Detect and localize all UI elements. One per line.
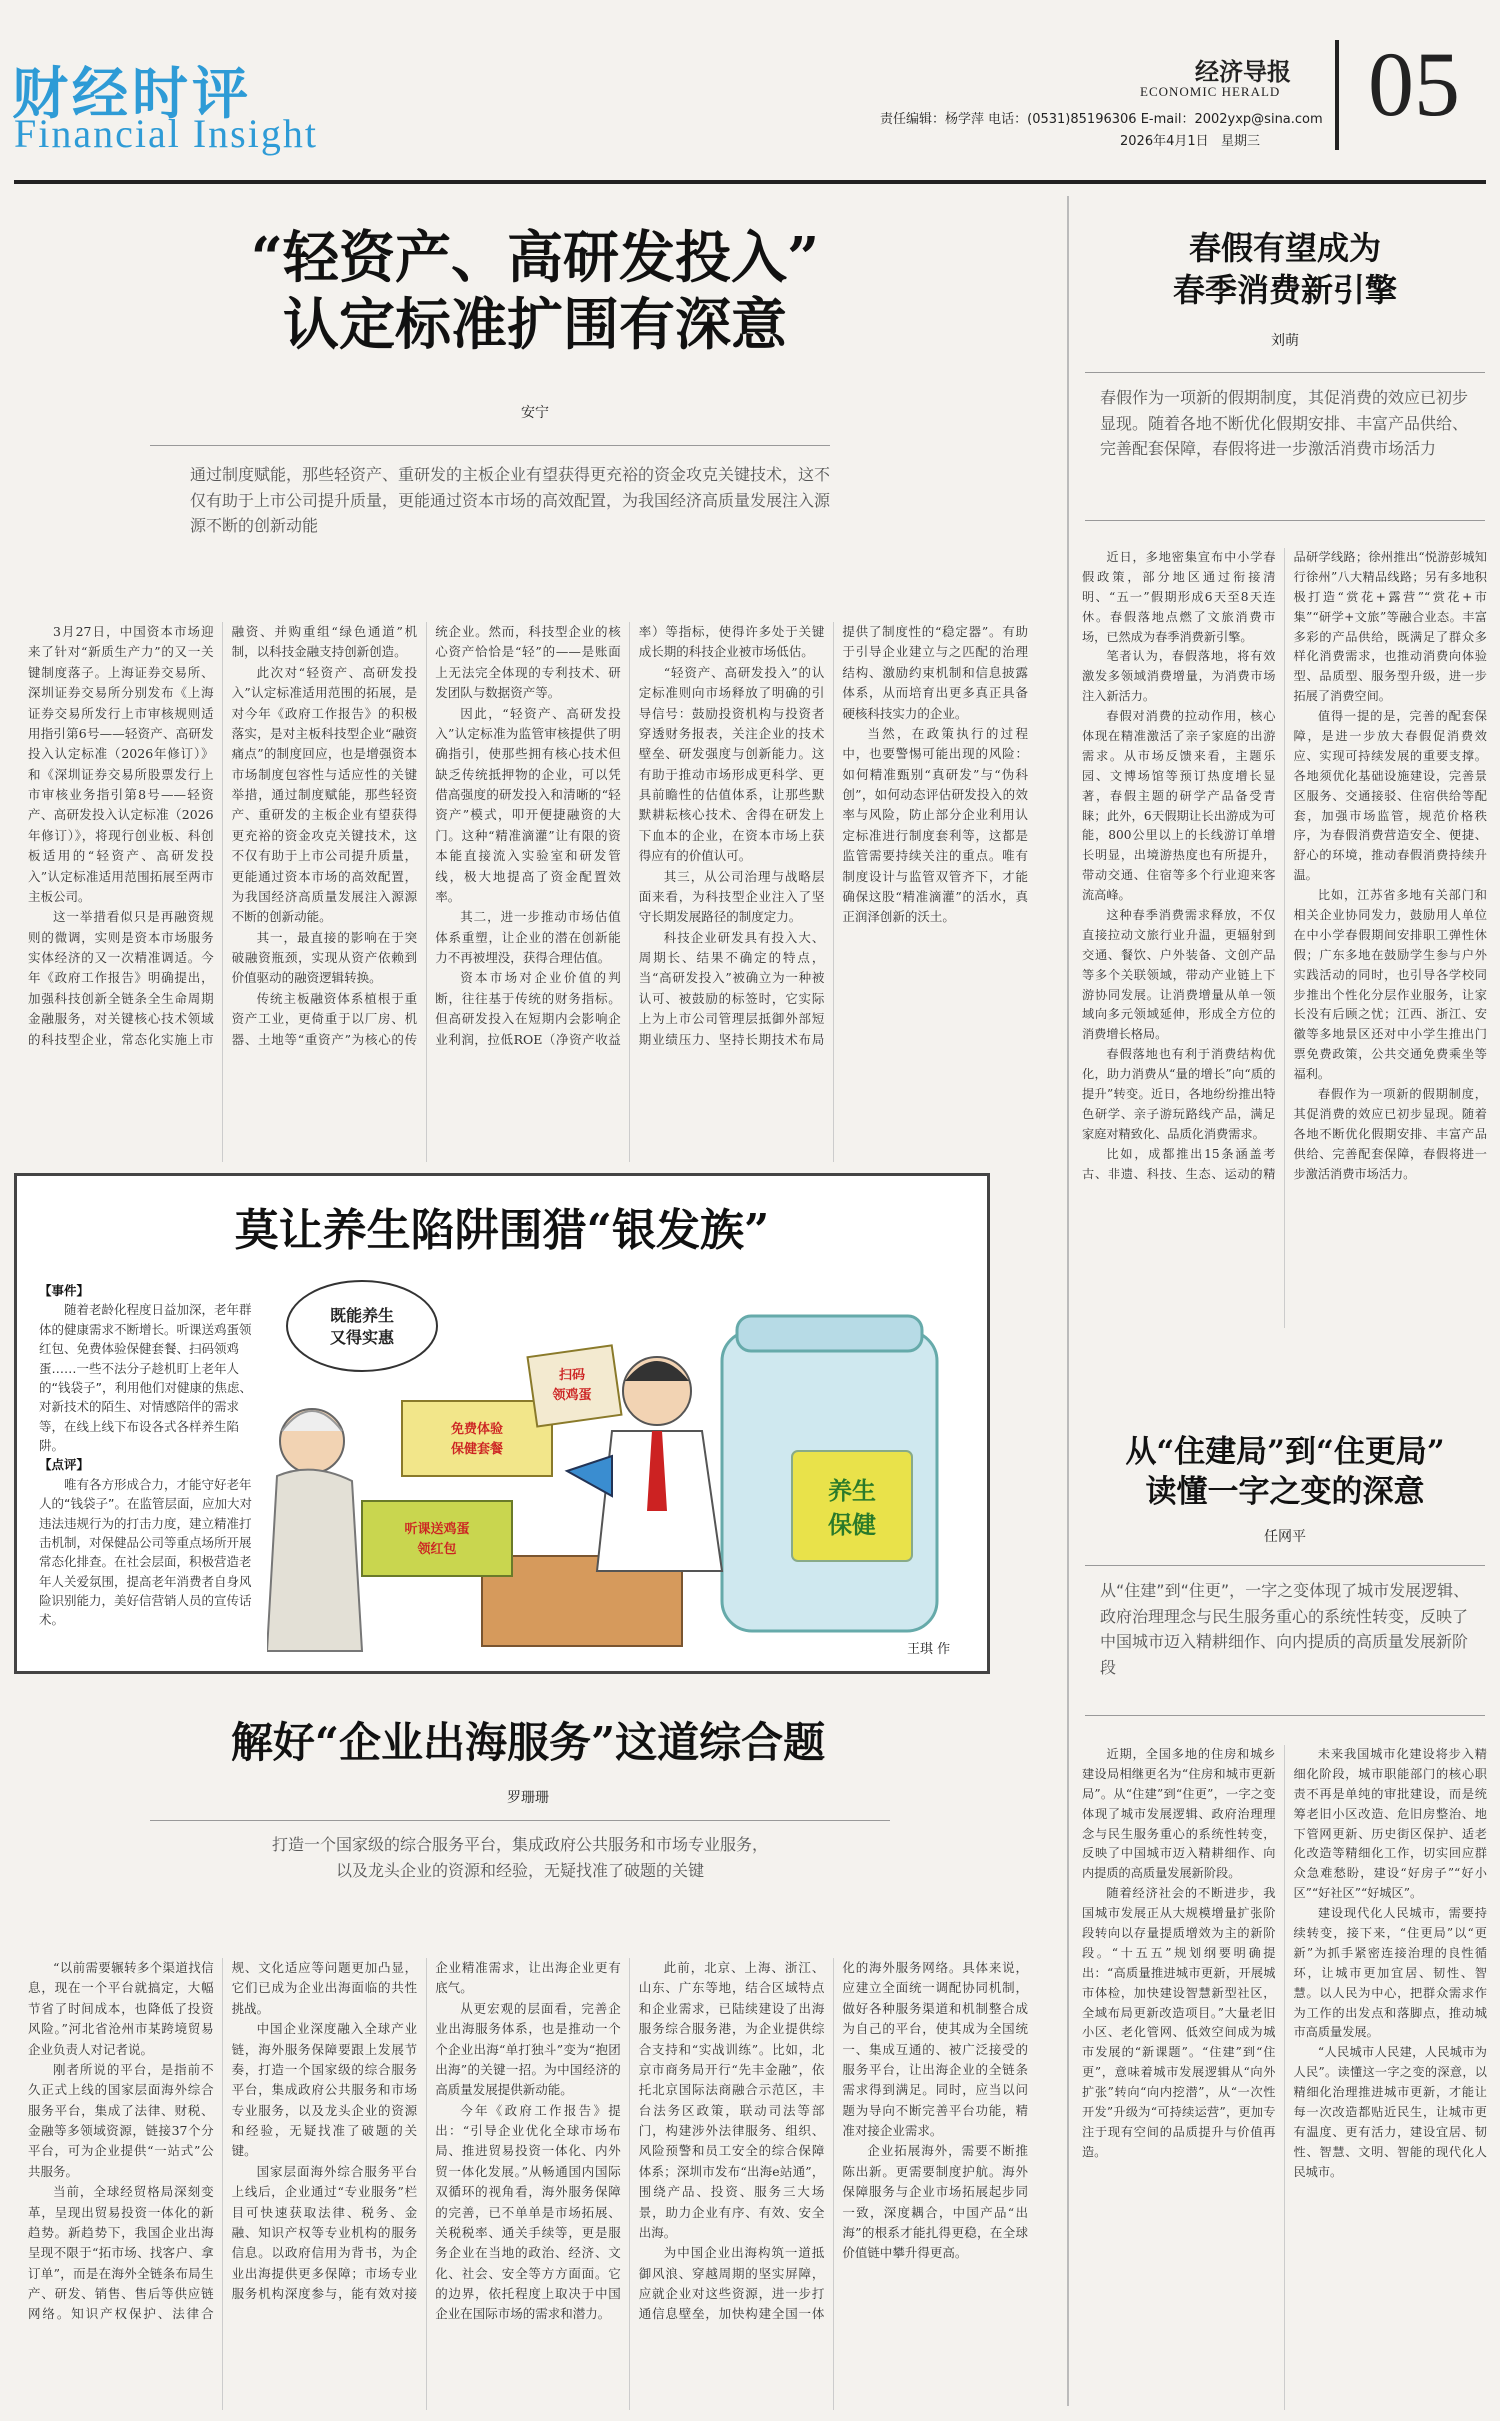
box-class-sign <box>362 1501 512 1576</box>
article1-lede-rule <box>150 445 830 446</box>
weekday: 星期三 <box>1221 134 1261 149</box>
section-subtitle: Financial Insight <box>14 111 318 156</box>
article1-headline-line1: “轻资产、高研发投入” <box>250 225 820 291</box>
article2-lede-rule-bottom <box>1085 520 1485 521</box>
article1-author: 安宁 <box>521 405 549 421</box>
salesman-hair <box>625 1361 689 1381</box>
article1-headline <box>40 225 1030 359</box>
article1-paragraph: 其二，进一步推动市场估值体系重塑，让企业的潜在创新能力不再被埋没，获得合理估值。 <box>435 909 621 965</box>
article2-paragraph: 比如，成都推出15条涵盖考古、非遗、科技、生态、运动的精品研学线路；徐州推出“悦游彭城知行徐州”八大精品线路；另有多地积极打造“赏花+露营”“赏花+市集”“研学+文旅”等融合业态。丰富多彩的产品供给，既满足了群众多样化消费需求，也推动消费向体验型、品质型、服务型升级，进一步拓展了消费空间。 <box>1082 550 1487 1181</box>
date: 2026年4月1日 <box>1120 134 1209 149</box>
cartoon-credit: 王琪 作 <box>907 1642 951 1657</box>
jar-lid <box>737 1316 922 1351</box>
column-divider <box>1067 196 1069 2406</box>
article1-paragraph: 此次对“轻资产、高研发投入”认定标准适用范围的拓展，是对今年《政府工作报告》的积极落实，是对主板科技型企业“融资痛点”的制度回应，也是增强资本市场制度包容性与适应性的关键举措，通过制度赋能，那些轻资产、重研发的主板企业有望获得更充裕的资金攻克关键技术，这不仅有助于上市公司提升质量，更能通过资本市场的高效配置，为我国经济高质量发展注入源源不断的创新动能。 <box>231 664 418 925</box>
article4-paragraph: 从更宏观的层面看，完善企业出海服务体系，也是推动一个个企业出海“单打独斗”变为“抱团出海”的关键一招。为中国经济的高质量发展提供新动能。 <box>435 2000 621 2098</box>
elderly-man-hair <box>282 1411 342 1431</box>
article4-body <box>28 1958 1028 2410</box>
event-label: 【事件】 <box>39 1283 90 1298</box>
article1-paragraph: 其一，最直接的影响在于突破融资瓶颈，实现从资产依赖到价值驱动的融资逻辑转换。 <box>231 929 418 986</box>
article2-lede: 春假作为一项新的假期制度，其促消费的效应已初步显现。随着各地不断优化假期安排、丰富产品供给、完善配套保障，春假将进一步激活消费市场活力 <box>1100 388 1469 459</box>
article1-paragraph: “轻资产、高研发投入”的认定标准则向市场释放了明确的引导信号：鼓励投资机构与投资者穿透财务报表，关注企业的技术壁垒、研发强度与创新能力。这有助于推动市场形成更科学、更具前瞻性的估值体系，让那些默默耕耘核心技术、舍得在研发上下血本的企业，在资本市场上获得应有的价值认可。 <box>638 664 825 864</box>
cartoon-title: 莫让养生陷阱围猎“银发族” <box>234 1205 770 1256</box>
article1-paragraph: 这一举措看似只是再融资规则的微调，实则是资本市场服务实体经济的又一次精准调适。今年《政府工作报告》明确提出，加强科技创新全链条全生命周期金融服务，对关键核心技术领域的科技型企业，常态化实施上市融资、并购重组“绿色通道”机制，以科技金融支持创新创造。 <box>28 624 418 1047</box>
sign-scan-text2: 领鸡蛋 <box>552 1388 592 1403</box>
comment-text: 唯有各方形成合力，才能守好老年人的“钱袋子”。在监管层面，应加大对违法违规行为的打击力度，建立精准打击机制，对保健品公司等重点场所开展常态化排查。在社会层面，积极营造老年人关爱氛围，提高老年消费者自身风险识别能力，美好信营销人员的宣传话术。 <box>39 1476 252 1628</box>
article3-headline-line1: 从“住建局”到“住更局” <box>1125 1434 1445 1470</box>
article1-paragraph: 3月27日，中国资本市场迎来了针对“新质生产力”的又一关键制度落子。上海证券交易所、深圳证券交易所分别发布《上海证券交易所发行上市审核规则适用指引第6号——轻资产、高研发投入认定标准（2026年修订）》和《深圳证券交易所股票发行上市审核业务指引第8号——轻资产、高研发投入认定标准（2026年修订）》，将现行创业板、科创板适用的“轻资产、高研发投入”认定标准适用范围拓展至两市主板公司。 <box>28 624 214 904</box>
article3-headline-line2: 读懂一字之变的深意 <box>1145 1474 1425 1511</box>
sign-free-text: 免费体验 <box>450 1422 504 1437</box>
article2-headline-line1: 春假有望成为 <box>1188 229 1381 267</box>
article1-paragraph: 资本市场对企业价值的判断，往往基于传统的财务指标。但高研发投入在短期内会影响企业利润，拉低ROE（净资产收益率）等指标，使得许多处于关键成长期的科技企业被市场低估。 <box>435 624 825 1047</box>
page-number-divider <box>1335 40 1339 150</box>
elderly-man-body <box>267 1470 362 1651</box>
box-free-sign <box>402 1401 552 1476</box>
article2-body <box>1082 548 1487 1328</box>
article4-lede-rule <box>150 1820 890 1821</box>
article4-paragraph: 企业拓展海外，需要不断推陈出新。更需要制度护航。海外保障服务与企业市场拓展起步同一致，深度耦合，中国产品“出海”的根系才能扎得更稳，在全球价值链中攀升得更高。 <box>842 2143 1028 2261</box>
article3-author: 任网平 <box>1264 1529 1306 1545</box>
event-text: 随着老龄化程度日益加深，老年群体的健康需求不断增长。听课送鸡蛋领红包、免费体验保健套餐、扫码领鸡蛋……一些不法分子趁机盯上老年人的“钱袋子”，利用他们对健康的焦虑、对新技术的陌生、对情感陪伴的需求等，在线上线下布设各式各样养生陷阱。 <box>39 1302 252 1453</box>
article2-paragraph: 笔者认为，春假落地，将有效激发多领域消费增量，为消费市场注入新活力。 <box>1082 649 1276 704</box>
email: E-mail：2002yxp@sina.com <box>1140 112 1323 127</box>
article1-paragraph: 当然，在政策执行的过程中，也要警惕可能出现的风险：如何精准甄别“真研发”与“伪科创”，如何动态评估研发投入的效率与风险，防止部分企业利用认定标准进行制度套利等，这都是监管需要持续关注的重点。唯有制度设计与监管双管齐下，才能确保这股“精准滴灌”的活水，真正润泽创新的沃土。 <box>842 725 1028 925</box>
paper-name: 经济导报 <box>1195 58 1291 86</box>
article1-paragraph: 科技企业研发具有投入大、周期长、结果不确定的特点，当“高研发投入”被确立为一种被认可、被鼓励的标签时，它实际上为上市公司管理层抵御外部短期业绩压力、坚持长期技术布局提供了制度性的“稳定器”。有助于引导企业建立与之匹配的治理结构、激励约束机制和信息披露体系，从而培育出更多真正具备硬核科技实力的企业。 <box>638 624 1028 1047</box>
article4-paragraph: 国家层面海外综合服务平台上线后，企业通过“专业服务”栏目可快速获取法律、税务、金融、知识产权等专业机构的服务信息。以政府信用为背书，为企业出海提供更多保障；市场专业服务机构深度参与，能有效对接企业精准需求，让出海企业更有底气。 <box>231 1960 621 2301</box>
article4-headline: 解好“企业出海服务”这道综合题 <box>230 1718 826 1767</box>
article4-paragraph: 当前，全球经贸格局深刻变革，呈现出贸易投资一体化的新趋势。新趋势下，我国企业出海呈现不限于“拓市场、找客户、拿订单”，而是在海外全链条布局生产、研发、销售、售后等供应链网络。知识产权保护、法律合规、文化适应等问题更加凸显，它们已成为企业出海面临的共性挑战。 <box>28 1960 418 2322</box>
article2-paragraph: 比如，江苏省多地有关部门和相关企业协同发力，鼓励用人单位在中小学春假期间安排职工弹性休假；广东多地在鼓励学生参与户外实践活动的同时，也引导各学校同步推出个性化分层作业服务，让家长没有后顾之忧；江西、浙江、安徽等多地景区还对中小学生推出门票免费政策，公共交通免费乘坐等福利。 <box>1293 888 1487 1082</box>
article4-paragraph: 中国企业深度融入全球产业链，海外服务保障要跟上发展节奏，打造一个国家级的综合服务平台，集成政府公共服务和市场专业服务，以及龙头企业的资源和经验，无疑找准了破题的关键。 <box>231 2021 418 2159</box>
article1-paragraph: 传统主板融资体系植根于重资产工业，更倚重于以厂房、机器、土地等“重资产”为核心的传统企业。然而，科技型企业的核心资产恰恰是“轻”的——是账面上无法完全体现的专利技术、研发团队与数据资产等。 <box>231 624 621 1047</box>
article2-lede-rule-top <box>1085 372 1485 373</box>
section-title: 财经时评 <box>12 62 252 127</box>
sign-class-text2: 领红包 <box>417 1542 457 1557</box>
article1-lede: 通过制度赋能，那些轻资产、重研发的主板企业有望获得更充裕的资金攻克关键技术，这不仅有助于上市公司提升质量，更能通过资本市场的高效配置，为我国经济高质量发展注入源源不断的创新动能 <box>190 465 831 536</box>
masthead-rule <box>14 180 1486 184</box>
bubble-text-1: 既能养生 <box>329 1306 395 1325</box>
jar-label-text-1: 养生 <box>828 1477 876 1505</box>
article1-headline-line2: 认定标准扩围有深意 <box>283 292 787 359</box>
phone: 电话：(0531)85196306 <box>988 112 1137 127</box>
article1-paragraph: 因此，“轻资产、高研发投入”认定标准为监管审核提供了明确指引，使那些拥有核心技术但缺乏传统抵押物的企业，可以凭借高强度的研发投入和清晰的“轻资产”模式，叩开便捷融资的大门。这种“精准滴灌”让有限的资本能直接流入实验室和研发管线，极大地提高了资金配置效率。 <box>435 705 621 904</box>
article4-paragraph: “以前需要辗转多个渠道找信息，现在一个平台就搞定，大幅节省了时间成本，也降低了投资风险。”河北省沧州市某跨境贸易企业负责人对记者说。 <box>28 1960 214 2057</box>
page-number: 05 <box>1368 33 1460 135</box>
article4-paragraph: 为中国企业出海构筑一道抵御风浪、穿越周期的坚实屏障，应就企业对这些资源，进一步打通信息壁垒，加快构建全国一体化的海外服务网络。具体来说，应建立全面统一调配协同机制，做好各种服务渠道和机制整合成为自己的平台，使其成为全国统一、集成互通的、被广泛接受的服务平台，让出海企业的全链条需求得到满足。同时，应当以问题为导向不断完善平台功能，精准对接企业需求。 <box>638 1960 1028 2322</box>
article1-body <box>28 622 1028 1162</box>
article4-paragraph: 今年《政府工作报告》提出：“引导企业优化全球市场布局、推进贸易投资一体化、内外贸一体化发展。”从畅通国内国际双循环的视角看，海外服务保障的完善，已不单单是市场拓展、关税税率、通关手续等，更是服务企业在当地的政治、经济、文化、社会、安全等方方面面。它的边界，依托程度上取决于中国企业在国际市场的需求和潜力。 <box>435 2102 621 2322</box>
article2-paragraph: 春假对消费的拉动作用，核心体现在精准激活了亲子家庭的出游需求。从市场反馈来看，主题乐园、文博场馆等预订热度增长显著，春假主题的研学产品备受青睐；此外，6天假期让长出游成为可能，800公里以上的长线游订单增长明显，出境游热度也有所提升，带动交通、住宿等多个行业迎来客流高峰。 <box>1082 709 1276 903</box>
article4-lede <box>150 1832 890 1883</box>
article4-author: 罗珊珊 <box>507 1790 549 1806</box>
bubble-text-2: 又得实惠 <box>329 1328 395 1347</box>
article3-lede-rule-top <box>1085 1565 1485 1566</box>
editor-info <box>880 108 1323 127</box>
article4-lede-line2: 以及龙头企业的资源和经验，无疑找准了破题的关键 <box>335 1860 704 1880</box>
article2-headline-line2: 春季消费新引擎 <box>1172 270 1397 309</box>
article3-paragraph: 未来我国城市化建设将步入精细化阶段，城市职能部门的核心职责不再是单纯的审批建设，而是统筹老旧小区改造、危旧房整治、地下管网更新、历史街区保护、适老化改造等精细化工作，切实回应群众急难愁盼，建设“好房子”“好小区”“好社区”“好城区”。 <box>1293 1747 1487 1901</box>
comment-label: 【点评】 <box>39 1457 90 1473</box>
box-scan-sign <box>528 1345 622 1426</box>
article4-paragraph: 此前，北京、上海、浙江、山东、广东等地，结合区域特点和企业需求，已陆续建设了出海服务综合服务港，为企业提供综合支持和“实战训练”。比如，北京市商务局开行“先丰金融”，依托北京国际法商融合示范区，丰台法务区政策，联动司法等部门，构建涉外法律服务、组织、风险预警和员工安全的综合保障体系；深圳市发布“出海e站通”，围绕产品、投资、服务三大场景，助力企业有序、有效、安全出海。 <box>638 1960 825 2240</box>
article3-headline <box>1085 1432 1485 1513</box>
article2-paragraph: 值得一提的是，完善的配套保障，是进一步放大春假促消费效应、实现可持续发展的重要支撑。各地须优化基础设施建设，完善景区服务、交通接驳、住宿供给等配套，加强市场监管，规范价格秩序，为春假消费营造安全、便捷、舒心的环境，推动春假消费持续升温。 <box>1293 709 1487 883</box>
article3-paragraph: 近期，全国多地的住房和城乡建设局相继更名为“住房和城市更新局”。从“住建”到“住更”，一字之变体现了城市发展逻辑、政府治理理念与民生服务重心的系统性转变，反映了中国城市迈入精耕细作、向内提质的高质量发展新阶段。 <box>1082 1747 1276 1881</box>
article3-paragraph: 随着经济社会的不断进步，我国城市发展正从大规模增量扩张阶段转向以存量提质增效为主的新阶段。“十五五”规划纲要明确提出：“高质量推进城市更新，开展城市体检，加快建设智慧新型社区，全域布局更新改造项目。”大量老旧小区、老化管网、低效空间成为城市发展的“新课题”。“住建”到“住更”，意味着城市发展逻辑从“向外扩张”转向“向内挖潜”，从“一次性开发”升级为“可持续运营”，更加专注于现有空间的品质提升与价值再造。 <box>1082 1886 1276 2159</box>
article2-headline <box>1085 228 1485 311</box>
cartoon-text <box>39 1281 253 1630</box>
paper-name-en: ECONOMIC HERALD <box>1140 84 1281 99</box>
article1-paragraph: 其三，从公司治理与战略层面来看，为科技型企业注入了坚守长期发展路径的制度定力。 <box>638 868 825 925</box>
sign-class-text: 听课送鸡蛋 <box>404 1522 470 1537</box>
article4-paragraph: 刚者所说的平台，是指前不久正式上线的国家层面海外综合服务平台，集成了法律、财税、金融等多领域资源，链接37个分平台，可为企业提供“一站式”公共服务。 <box>28 2061 214 2179</box>
article3-lede: 从“住建”到“住更”，一字之变体现了城市发展逻辑、政府治理理念与民生服务重心的系统性转变，反映了中国城市迈入精耕细作、向内提质的高质量发展新阶段 <box>1100 1581 1470 1677</box>
megaphone-icon <box>567 1456 612 1496</box>
cartoon-illustration <box>267 1271 972 1661</box>
article3-paragraph: “人民城市人民建，人民城市为人民”。读懂这一字之变的深意，以精细化治理推进城市更新，才能让每一次改造都贴近民生，让城市更有温度、更有活力，建设宜居、韧性、智慧、文明、智能的现代化人民城市。 <box>1293 2045 1487 2179</box>
jar-label-bg <box>792 1451 912 1561</box>
issue-date <box>1120 130 1260 149</box>
article4-lede-line1: 打造一个国家级的综合服务平台，集成政府公共服务和市场专业服务， <box>271 1835 768 1854</box>
article2-author: 刘萌 <box>1271 333 1299 349</box>
article2-paragraph: 这种春季消费需求释放，不仅直接拉动文旅行业升温，更辐射到交通、餐饮、户外装备、文创产品等多个关联领域，带动产业链上下游协同发展。让消费增量从单一领域向多元领域延伸，形成全方位的消费增长格局。 <box>1082 908 1276 1042</box>
article3-lede-rule-bottom <box>1085 1715 1485 1716</box>
article3-paragraph: 建设现代化人民城市，需要持续转变，接下来，“住更局”以“更新”为抓手紧密连接治理的良性循环，让城市更加宜居、韧性、智慧。以人民为中心，把群众需求作为工作的出发点和落脚点，推动城市高质量发展。 <box>1293 1906 1487 2040</box>
sign-free-text2: 保健套餐 <box>450 1442 504 1457</box>
cartoon-box <box>14 1173 990 1674</box>
editor: 责任编辑：杨学萍 <box>880 112 985 127</box>
jar-label-text-2: 保健 <box>828 1511 876 1539</box>
article2-paragraph: 春假落地也有利于消费结构优化，助力消费从“量的增长”向“质的提升”转变。近日，各地纷纷推出特色研学、亲子游玩路线产品，满足家庭对精致化、品质化消费需求。 <box>1082 1047 1276 1141</box>
article2-paragraph: 春假作为一项新的假期制度，其促消费的效应已初步显现。随着各地不断优化假期安排、丰富产品供给、完善配套保障，春假将进一步激活消费市场活力。 <box>1293 1087 1487 1181</box>
speech-bubble <box>287 1281 437 1371</box>
article3-body <box>1082 1745 1487 2410</box>
sign-scan-text: 扫码 <box>558 1368 586 1383</box>
article2-paragraph: 近日，多地密集宣布中小学春假政策，部分地区通过衔接清明、“五一”假期形成6天至8天连休。春假落地点燃了文旅消费市场，已然成为春季消费新引擎。 <box>1082 550 1276 644</box>
